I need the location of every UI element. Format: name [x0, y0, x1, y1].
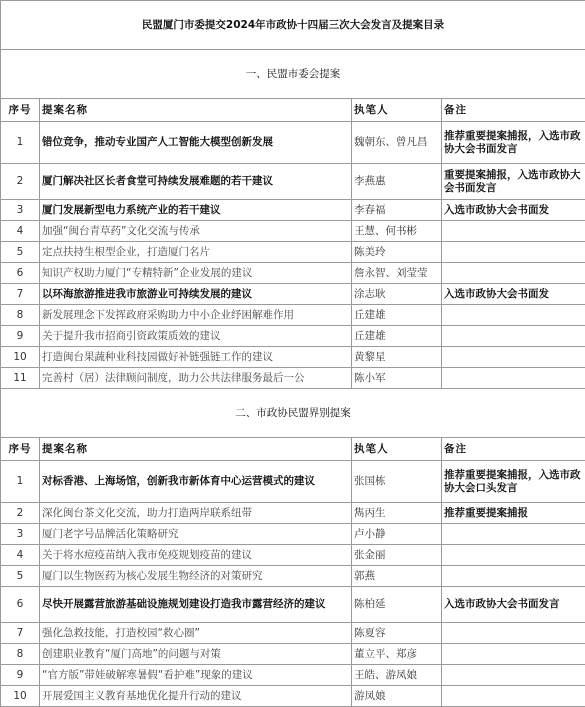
proposal-author: 陈夏容	[352, 623, 442, 644]
column-header-row	[1, 99, 585, 122]
table-row	[1, 200, 585, 221]
column-header-note: 备注	[442, 99, 585, 122]
proposal-note: 入选市政协大会书面发言	[442, 587, 585, 623]
proposal-note: 重要提案捕报，入选市政协大会书面发言	[442, 164, 585, 200]
proposal-note	[442, 368, 585, 389]
table-row	[1, 164, 585, 200]
proposal-author: 王皓、游凤娘	[352, 665, 442, 686]
proposal-note: 推荐重要提案捕报，入选市政协大会书面发言	[442, 122, 585, 164]
proposal-note: 入选市政协大会书面发	[442, 284, 585, 305]
section-title-row	[1, 389, 585, 438]
proposal-note	[442, 644, 585, 665]
proposal-name: 厦门老字号品牌活化策略研究	[40, 524, 352, 545]
proposal-name: 定点扶持生根型企业，打造厦门名片	[40, 242, 352, 263]
proposal-name: 完善村（居）法律顾问制度，助力公共法律服务最后一公	[40, 368, 352, 389]
table-row	[1, 347, 585, 368]
proposal-author: 魏朝东、曾凡昌	[352, 122, 442, 164]
table-row	[1, 545, 585, 566]
row-number: 9	[1, 326, 40, 347]
proposal-note: 推荐重要提案捕报	[442, 503, 585, 524]
column-header-author: 执笔人	[352, 438, 442, 461]
table-row	[1, 623, 585, 644]
proposal-name: “官方版”带娃破解寒暑假“看护难”现象的建议	[40, 665, 352, 686]
proposal-name: 深化闽台茶文化交流，助力打造两岸联系纽带	[40, 503, 352, 524]
proposal-author: 李燕惠	[352, 164, 442, 200]
row-number: 1	[1, 122, 40, 164]
proposal-author: 丘建雄	[352, 326, 442, 347]
proposal-note	[442, 623, 585, 644]
section-title: 一、民盟市委会提案	[1, 50, 585, 99]
proposal-name: 关于提升我市招商引资政策质效的建议	[40, 326, 352, 347]
row-number: 4	[1, 221, 40, 242]
row-number: 10	[1, 686, 40, 707]
proposal-name: 尽快开展露营旅游基础设施规划建设打造我市露营经济的建议	[40, 587, 352, 623]
proposal-note	[442, 326, 585, 347]
row-number: 2	[1, 164, 40, 200]
proposal-author: 陈小军	[352, 368, 442, 389]
column-header-author: 执笔人	[352, 99, 442, 122]
table-row	[1, 665, 585, 686]
proposal-name: 对标香港、上海场馆，创新我市新体育中心运营模式的建议	[40, 461, 352, 503]
column-header-note: 备注	[442, 438, 585, 461]
proposal-name: 厦门解决社区长者食堂可持续发展难题的若干建议	[40, 164, 352, 200]
row-number: 5	[1, 566, 40, 587]
column-header-name: 提案名称	[40, 99, 352, 122]
row-number: 7	[1, 623, 40, 644]
proposal-note	[442, 686, 585, 707]
proposal-author: 陈美玲	[352, 242, 442, 263]
proposal-note	[442, 665, 585, 686]
proposal-note	[442, 566, 585, 587]
table-row	[1, 284, 585, 305]
proposal-author: 李春福	[352, 200, 442, 221]
proposal-name: 创建职业教育“厦门高地”的问题与对策	[40, 644, 352, 665]
proposal-name: 错位竞争，推动专业国产人工智能大模型创新发展	[40, 122, 352, 164]
table-row	[1, 242, 585, 263]
row-number: 7	[1, 284, 40, 305]
row-number: 11	[1, 368, 40, 389]
table-row	[1, 326, 585, 347]
proposal-note	[442, 347, 585, 368]
proposal-author: 詹永智、刘莹莹	[352, 263, 442, 284]
proposal-note	[442, 263, 585, 284]
row-number: 8	[1, 305, 40, 326]
table-row	[1, 587, 585, 623]
table-row	[1, 686, 585, 707]
table-row	[1, 524, 585, 545]
row-number: 9	[1, 665, 40, 686]
document-title: 民盟厦门市委提交2024年市政协十四届三次大会发言及提案目录	[1, 1, 585, 50]
proposal-name: 知识产权助力厦门“专精特新”企业发展的建议	[40, 263, 352, 284]
row-number: 6	[1, 263, 40, 284]
proposal-name: 加强“闽台青草药”文化交流与传承	[40, 221, 352, 242]
table-row	[1, 122, 585, 164]
table-row	[1, 263, 585, 284]
table-row	[1, 566, 585, 587]
row-number: 3	[1, 524, 40, 545]
proposal-note	[442, 242, 585, 263]
title-row	[1, 1, 585, 50]
proposal-note	[442, 545, 585, 566]
proposal-author: 张金丽	[352, 545, 442, 566]
section-title-row	[1, 50, 585, 99]
proposal-author: 郭燕	[352, 566, 442, 587]
section-title: 二、市政协民盟界别提案	[1, 389, 585, 438]
row-number: 4	[1, 545, 40, 566]
proposal-note	[442, 221, 585, 242]
proposal-name: 开展爱国主义教育基地优化提升行动的建议	[40, 686, 352, 707]
proposal-note: 入选市政协大会书面发	[442, 200, 585, 221]
row-number: 8	[1, 644, 40, 665]
proposal-author: 张国栋	[352, 461, 442, 503]
proposal-author: 王慧、何书彬	[352, 221, 442, 242]
proposal-author: 黄黎星	[352, 347, 442, 368]
table-row	[1, 461, 585, 503]
column-header-row	[1, 438, 585, 461]
proposal-note	[442, 305, 585, 326]
proposal-name: 关于将水痘疫苗纳入我市免疫规划疫苗的建议	[40, 545, 352, 566]
row-number: 6	[1, 587, 40, 623]
table-row	[1, 368, 585, 389]
row-number: 1	[1, 461, 40, 503]
proposal-name: 以环海旅游推进我市旅游业可持续发展的建议	[40, 284, 352, 305]
table-row	[1, 221, 585, 242]
table-row	[1, 503, 585, 524]
proposal-author: 丘建雄	[352, 305, 442, 326]
proposal-note	[442, 524, 585, 545]
row-number: 2	[1, 503, 40, 524]
proposal-author: 涂志耿	[352, 284, 442, 305]
row-number: 10	[1, 347, 40, 368]
proposal-author: 游凤娘	[352, 686, 442, 707]
proposal-name: 新发展理念下发挥政府采购助力中小企业纾困解难作用	[40, 305, 352, 326]
column-header-no: 序号	[1, 438, 40, 461]
row-number: 3	[1, 200, 40, 221]
proposal-note: 推荐重要提案捕报，入选市政协大会口头发言	[442, 461, 585, 503]
column-header-no: 序号	[1, 99, 40, 122]
proposal-name: 厦门发展新型电力系统产业的若干建议	[40, 200, 352, 221]
proposal-author: 雋丙生	[352, 503, 442, 524]
row-number: 5	[1, 242, 40, 263]
proposal-name: 强化急救技能，打造校园“救心圈”	[40, 623, 352, 644]
table-row	[1, 305, 585, 326]
proposal-author: 董立平、郑彦	[352, 644, 442, 665]
proposal-name: 打造闽台果蔬种业科技园做好补链强链工作的建议	[40, 347, 352, 368]
proposal-author: 陈柏延	[352, 587, 442, 623]
proposal-name: 厦门以生物医药为核心发展生物经济的对策研究	[40, 566, 352, 587]
proposal-author: 卢小静	[352, 524, 442, 545]
table-row	[1, 644, 585, 665]
column-header-name: 提案名称	[40, 438, 352, 461]
